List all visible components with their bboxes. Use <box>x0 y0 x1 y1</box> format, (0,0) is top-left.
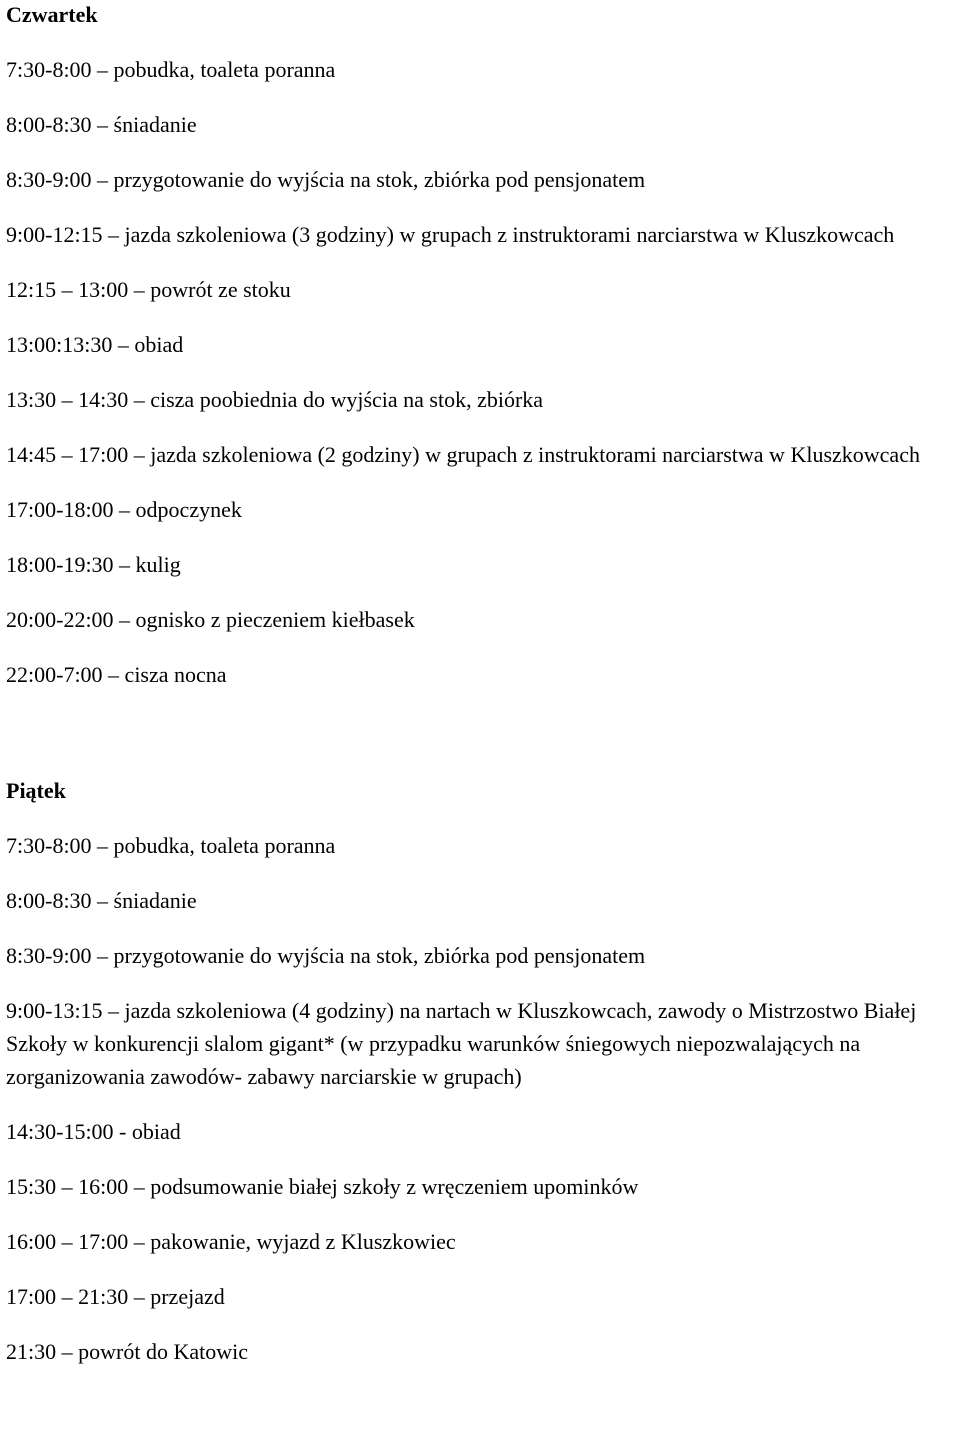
schedule-entry: 8:30-9:00 – przygotowanie do wyjścia na stok, zbiórka pod pensjonatem <box>6 943 646 968</box>
schedule-document <box>0 1 960 1443</box>
schedule-entry: 21:30 – powrót do Katowic <box>6 1339 248 1364</box>
schedule-entry: 8:30-9:00 – przygotowanie do wyjścia na stok, zbiórka pod pensjonatem <box>6 167 646 192</box>
schedule-entry: 7:30-8:00 – pobudka, toaleta poranna <box>6 57 336 82</box>
schedule-entry: 8:00-8:30 – śniadanie <box>6 112 197 137</box>
schedule-entry: 9:00-13:15 – jazda szkoleniowa (4 godziny) na nartach w Kluszkowcach, zawody o Mistrzostwo Białej Szkoły w konkurencji slalom gigant* (w przypadku warunków śniegowych niepozwalających na zorganizowania zawodów- zabawy narciarskie w grupach) <box>6 998 917 1089</box>
schedule-entry: 17:00 – 21:30 – przejazd <box>6 1284 225 1309</box>
schedule-entry: 20:00-22:00 – ognisko z pieczeniem kiełbasek <box>6 607 415 632</box>
schedule-entry: 14:45 – 17:00 – jazda szkoleniowa (2 godziny) w grupach z instruktorami narciarstwa w Kluszkowcach <box>6 442 920 467</box>
schedule-entry: 7:30-8:00 – pobudka, toaleta poranna <box>6 833 336 858</box>
section-spacer <box>6 691 960 777</box>
day-section-thursday <box>6 1 960 691</box>
schedule-entry: 9:00-12:15 – jazda szkoleniowa (3 godziny) w grupach z instruktorami narciarstwa w Kluszkowcach <box>6 222 895 247</box>
schedule-entry: 13:00:13:30 – obiad <box>6 332 184 357</box>
schedule-entry: 14:30-15:00 - obiad <box>6 1119 181 1144</box>
schedule-entry: 17:00-18:00 – odpoczynek <box>6 497 242 522</box>
schedule-entry: 18:00-19:30 – kulig <box>6 552 181 577</box>
schedule-entry: 12:15 – 13:00 – powrót ze stoku <box>6 277 291 302</box>
day-heading: Piątek <box>6 778 66 803</box>
schedule-entry: 15:30 – 16:00 – podsumowanie białej szkoły z wręczeniem upominków <box>6 1174 639 1199</box>
day-section-friday <box>6 777 960 1368</box>
day-heading: Czwartek <box>6 2 98 27</box>
schedule-entry: 22:00-7:00 – cisza nocna <box>6 662 227 687</box>
schedule-entry: 8:00-8:30 – śniadanie <box>6 888 197 913</box>
schedule-entry: 16:00 – 17:00 – pakowanie, wyjazd z Kluszkowiec <box>6 1229 456 1254</box>
schedule-entry: 13:30 – 14:30 – cisza poobiednia do wyjścia na stok, zbiórka <box>6 387 544 412</box>
